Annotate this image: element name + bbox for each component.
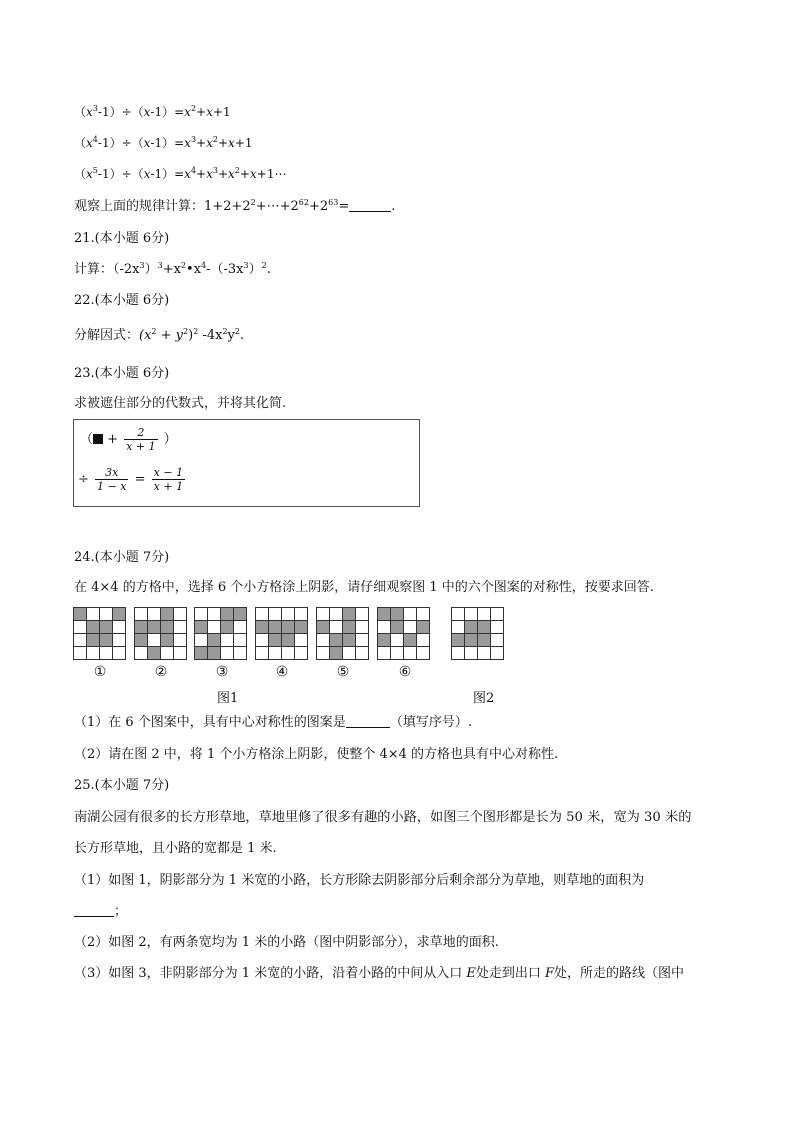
grid-cell [356, 647, 369, 660]
q24-heading: 24.(本小题 7分) [74, 550, 170, 565]
fraction-3x-over-1mx: $\frac{3x}{1 - x}$ [97, 466, 127, 493]
answer-blank [346, 715, 390, 728]
figure-1-caption: 图1 [217, 691, 239, 706]
shaded-cell [221, 608, 234, 621]
q21-heading: 21.(本小题 6分) [74, 231, 170, 246]
shaded-cell [452, 634, 465, 647]
grid-cell [295, 608, 308, 621]
grid-cell [491, 647, 504, 660]
grid-cell [135, 608, 148, 621]
q22-heading: 22.(本小题 6分) [74, 293, 170, 308]
grid-cell [378, 647, 391, 660]
q25-sub3: （3）如图 3，非阴影部分为 1 米宽的小路，沿着小路的中间从入口 E处走到出口 F处，所走的路线（图中 [74, 966, 685, 981]
pattern-label-5: ⑤ [336, 664, 350, 680]
shaded-cell [343, 608, 356, 621]
shaded-cell [195, 621, 208, 634]
grid-cell [417, 634, 430, 647]
q23-expression-box [73, 419, 420, 507]
grid-cell [195, 608, 208, 621]
grid-cell [317, 634, 330, 647]
shaded-cell [478, 621, 491, 634]
answer-blank [349, 199, 391, 212]
grid-cell [465, 647, 478, 660]
grid-cell [491, 634, 504, 647]
q25-text-line-1: 南湖公园有很多的长方形草地，草地里修了很多有趣的小路，如图三个图形都是长为 50 米，宽为 30 米的 [74, 810, 692, 825]
grid-cell [295, 634, 308, 647]
grid-cell [452, 647, 465, 660]
pattern-label-2: ② [154, 664, 168, 680]
grid-cell [404, 608, 417, 621]
grid-cell [391, 634, 404, 647]
grid-cell [148, 608, 161, 621]
grid-cell [269, 647, 282, 660]
grid-cell [269, 608, 282, 621]
q21-expression: 计算：$(-2x^3)^3+x^2•x^4-(-3x^3)^2$. [74, 261, 271, 277]
grid-cell [195, 634, 208, 647]
grid-cell [221, 634, 234, 647]
pattern-grid-fig2 [451, 607, 504, 660]
grid-cell [417, 608, 430, 621]
grid-cell [317, 608, 330, 621]
grid-cell [208, 608, 221, 621]
shaded-cell [391, 621, 404, 634]
shaded-cell [161, 621, 174, 634]
grid-cell [148, 634, 161, 647]
shaded-cell [330, 647, 343, 660]
pattern-grid-4 [255, 607, 308, 660]
grid-cell [256, 634, 269, 647]
shaded-cell [221, 621, 234, 634]
q22-expression: 分解因式：$(x^2 + y^2)^2$ $-4x^2y^2$. [74, 327, 245, 343]
shaded-cell [148, 647, 161, 660]
shaded-cell [113, 608, 126, 621]
fraction-xm1-over-x1: $\frac{x - 1}{x + 1}$ [153, 466, 184, 493]
q24-sub1: （1）在 6 个图案中，具有中心对称性的图案是 （填写序号）. [74, 715, 472, 730]
q25-sub1-answer: ； [74, 904, 127, 920]
grid-cell [452, 621, 465, 634]
grid-cell [256, 647, 269, 660]
shaded-cell [195, 647, 208, 660]
shaded-cell [343, 621, 356, 634]
shaded-cell [87, 634, 100, 647]
box-line-2: ÷ $\frac{3x}{1 - x}$ = $\frac{x - 1}{x + 1}$ [78, 466, 184, 493]
shaded-cell [269, 634, 282, 647]
grid-cell [404, 647, 417, 660]
shaded-cell [295, 621, 308, 634]
grid-cell [256, 608, 269, 621]
grid-cell [417, 647, 430, 660]
grid-cell [452, 608, 465, 621]
shaded-cell [343, 634, 356, 647]
pattern-grid-2 [134, 607, 187, 660]
grid-cell [330, 621, 343, 634]
shaded-cell [465, 634, 478, 647]
q24-text: 在 4×4 的方格中，选择 6 个小方格涂上阴影，请仔细观察图 1 中的六个图案的对称性，按要求回答. [74, 580, 654, 595]
pattern-label-3: ③ [215, 664, 229, 680]
pattern-grid-6 [377, 607, 430, 660]
grid-cell [100, 608, 113, 621]
pattern-label-4: ④ [275, 664, 289, 680]
grid-cell [100, 647, 113, 660]
grid-cell [74, 647, 87, 660]
pattern-grid-3 [194, 607, 247, 660]
pattern-label-1: ① [93, 664, 107, 680]
q25-text-line-2: 长方形草地，且小路的宽都是 1 米. [74, 841, 277, 856]
formula-line-1: $(x^3-1)\div(x-1)=x^2+x+1$ [74, 104, 231, 119]
shaded-cell [330, 634, 343, 647]
grid-cell [113, 621, 126, 634]
shaded-cell [378, 634, 391, 647]
shaded-cell [100, 621, 113, 634]
grid-cell [343, 647, 356, 660]
box-line-1: （ + $\frac{2}{x + 1}$ ） [80, 426, 177, 453]
grid-cell [478, 647, 491, 660]
grid-cell [74, 621, 87, 634]
shaded-cell [465, 621, 478, 634]
formula-line-2: $(x^4-1)\div(x-1)=x^3+x^2+x+1$ [74, 135, 253, 150]
grid-cell [330, 608, 343, 621]
grid-cell [356, 608, 369, 621]
shaded-cell [282, 621, 295, 634]
grid-cell [208, 621, 221, 634]
grid-cell [295, 647, 308, 660]
shaded-cell [208, 647, 221, 660]
shaded-cell [404, 634, 417, 647]
q25-sub2: （2）如图 2，有两条宽均为 1 米的小路（图中阴影部分），求草地的面积. [74, 935, 499, 950]
shaded-cell [161, 608, 174, 621]
shaded-cell [317, 621, 330, 634]
figure-2-caption: 图2 [473, 691, 495, 706]
grid-cell [234, 647, 247, 660]
hidden-square [93, 434, 103, 444]
shaded-cell [234, 608, 247, 621]
q24-sub2: （2）请在图 2 中，将 1 个小方格涂上阴影，使整个 4×4 的方格也具有中心对称性. [74, 747, 559, 762]
pattern-grid-5 [316, 607, 369, 660]
formula-line-3: $(x^5-1)\div(x-1)=x^4+x^3+x^2+x+1\cdots$ [74, 166, 287, 181]
fraction-2-over-x1: $\frac{2}{x + 1}$ [126, 426, 156, 453]
q23-text: 求被遮住部分的代数式，并将其化简. [74, 396, 287, 411]
shaded-cell [135, 634, 148, 647]
grid-cell [391, 647, 404, 660]
grid-cell [491, 608, 504, 621]
shaded-cell [282, 634, 295, 647]
q25-heading: 25.(本小题 7分) [74, 778, 170, 793]
grid-cell [317, 647, 330, 660]
grid-cell [74, 634, 87, 647]
grid-cell [465, 608, 478, 621]
grid-cell [491, 621, 504, 634]
q25-sub1: （1）如图 1，阴影部分为 1 米宽的小路，长方形除去阴影部分后剩余部分为草地，则草地的面积为 [74, 873, 645, 888]
grid-cell [234, 621, 247, 634]
grid-cell [113, 634, 126, 647]
shaded-cell [87, 621, 100, 634]
shaded-cell [100, 634, 113, 647]
pattern-grid-1 [73, 607, 126, 660]
shaded-cell [74, 608, 87, 621]
grid-cell [87, 647, 100, 660]
grid-cell [113, 647, 126, 660]
shaded-cell [256, 621, 269, 634]
shaded-cell [417, 621, 430, 634]
shaded-cell [135, 621, 148, 634]
grid-cell [356, 634, 369, 647]
grid-cell [404, 621, 417, 634]
shaded-cell [478, 634, 491, 647]
grid-cell [478, 608, 491, 621]
shaded-cell [208, 634, 221, 647]
q23-heading: 23.(本小题 6分) [74, 366, 170, 381]
grid-cell [174, 608, 187, 621]
rule-question: 观察上面的规律计算：$1+2+2^2+\cdots+2^{62}+2^{63}=$ . [74, 198, 396, 214]
grid-cell [221, 647, 234, 660]
grid-cell [378, 621, 391, 634]
grid-cell [161, 647, 174, 660]
grid-cell [174, 647, 187, 660]
shaded-cell [378, 608, 391, 621]
grid-cell [282, 608, 295, 621]
grid-cell [135, 647, 148, 660]
grid-cell [234, 634, 247, 647]
grid-cell [87, 608, 100, 621]
grid-cell [174, 634, 187, 647]
shaded-cell [391, 608, 404, 621]
grid-cell [174, 621, 187, 634]
shaded-cell [148, 621, 161, 634]
grid-cell [356, 621, 369, 634]
answer-blank [74, 904, 114, 917]
shaded-cell [161, 634, 174, 647]
shaded-cell [269, 621, 282, 634]
grid-cell [282, 647, 295, 660]
pattern-label-6: ⑥ [398, 664, 412, 680]
